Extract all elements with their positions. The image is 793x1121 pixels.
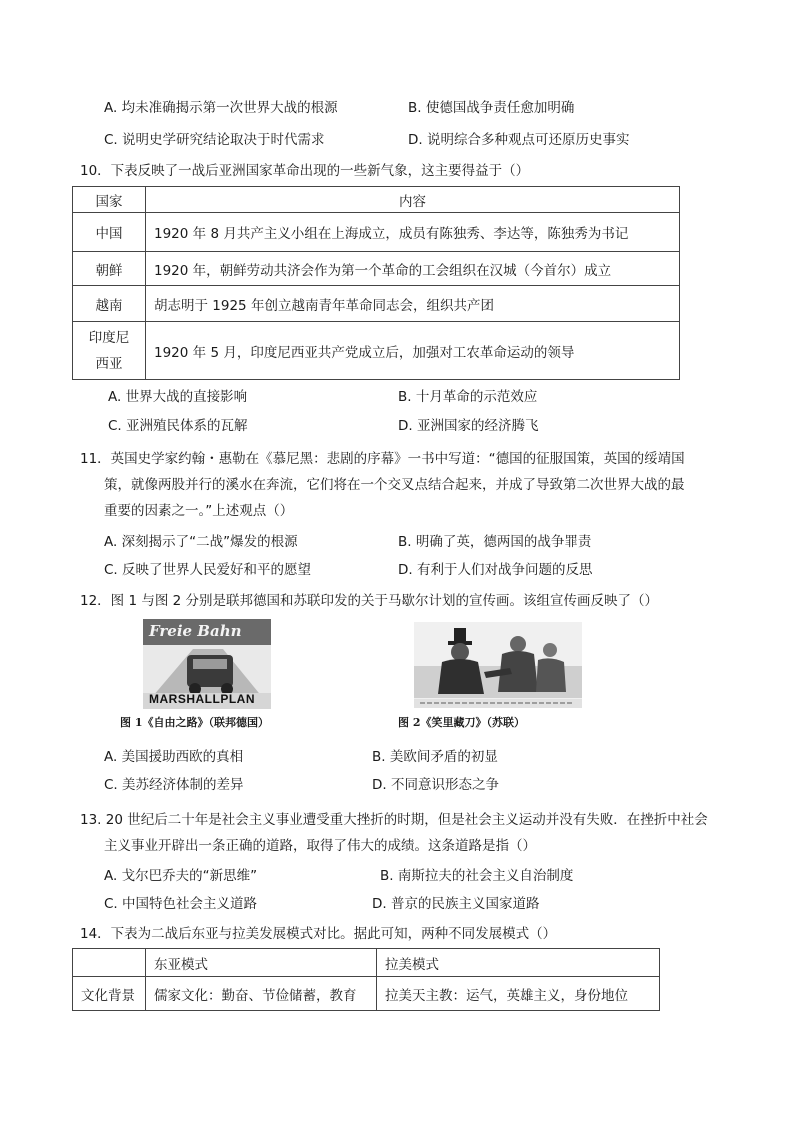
q14-row-label: 文化背景 <box>73 977 146 1011</box>
q9-option-a: A. 均未准确揭示第一次世界大战的根源 <box>104 100 338 116</box>
figure-1-caption: 图 1《自由之路》（联邦德国） <box>120 716 269 729</box>
q14-header-empty <box>73 949 146 977</box>
q14-header-latin: 拉美模式 <box>377 949 660 977</box>
q14-header-east-asia: 东亚模式 <box>146 949 377 977</box>
country-cell: 朝鲜 <box>73 252 146 286</box>
q13-option-c: C. 中国特色社会主义道路 <box>104 896 258 912</box>
q10-option-c: C. 亚洲殖民体系的瓦解 <box>108 418 248 434</box>
q10-option-a: A. 世界大战的直接影响 <box>108 389 248 405</box>
q9-option-d: D. 说明综合多种观点可还原历史事实 <box>408 132 630 148</box>
q12-stem: 12．图 1 与图 2 分别是联邦德国和苏联印发的关于马歇尔计划的宣传画。该组宣传画反映了（） <box>80 593 659 609</box>
q13-option-b: B. 南斯拉夫的社会主义自治制度 <box>380 868 574 884</box>
country-line-1: 印度尼 <box>88 329 130 346</box>
content-cell: 1920 年，朝鲜劳动共济会作为第一个革命的工会组织在汉城（今首尔）成立 <box>146 252 680 286</box>
q13-option-d: D. 普京的民族主义国家道路 <box>372 896 540 912</box>
q12-option-b: B. 美欧间矛盾的初显 <box>372 749 498 765</box>
q13-stem-line1: 13. 20 世纪后二十年是社会主义事业遭受重大挫折的时期，但是社会主义运动并没有失败．在挫折中社会 <box>80 812 708 828</box>
table-row <box>73 322 680 380</box>
content-cell: 1920 年 5 月，印度尼西亚共产党成立后，加强对工农革命运动的领导 <box>146 322 680 380</box>
q10-table <box>72 186 680 380</box>
q9-option-c: C. 说明史学研究结论取决于时代需求 <box>104 132 325 148</box>
figure-2-poster <box>414 622 582 708</box>
q14-latin-cell: 拉美天主教：运气，英雄主义，身份地位 <box>377 977 660 1011</box>
q10-header-content: 内容 <box>146 187 680 213</box>
q10-header-country: 国家 <box>73 187 146 213</box>
figure-1-poster <box>143 619 271 709</box>
q10-table-header <box>73 187 680 213</box>
q11-option-b: B. 明确了英，德两国的战争罪责 <box>398 534 592 550</box>
poster-bottom-text: MARSHALLPLAN <box>149 692 255 706</box>
country-cell <box>73 322 146 380</box>
q14-stem: 14．下表为二战后东亚与拉美发展模式对比。据此可知，两种不同发展模式（） <box>80 926 557 942</box>
content-cell: 胡志明于 1925 年创立越南青年革命同志会，组织共产团 <box>146 286 680 322</box>
content-cell: 1920 年 8 月共产主义小组在上海成立，成员有陈独秀、李达等，陈独秀为书记 <box>146 213 680 252</box>
q11-stem-line2: 策，就像两股并行的溪水在奔流，它们将在一个交叉点结合起来，并成了导致第二次世界大战的最 <box>104 477 685 493</box>
table-row <box>73 977 660 1011</box>
q10-option-b: B. 十月革命的示范效应 <box>398 389 538 405</box>
country-cell: 中国 <box>73 213 146 252</box>
country-line-2: 西亚 <box>95 355 123 372</box>
q14-table <box>72 948 660 1011</box>
q12-option-a: A. 美国援助西欧的真相 <box>104 749 244 765</box>
q12-option-c: C. 美苏经济体制的差异 <box>104 777 244 793</box>
q14-east-asia-cell: 儒家文化：勤奋、节俭储蓄，教育 <box>146 977 377 1011</box>
q13-option-a: A. 戈尔巴乔夫的“新思维” <box>104 868 258 884</box>
figure-2-caption: 图 2《笑里藏刀》（苏联） <box>398 716 525 729</box>
q14-table-header <box>73 949 660 977</box>
soviet-cartoon-image <box>414 622 582 708</box>
q11-option-a: A. 深刻揭示了“二战”爆发的根源 <box>104 534 298 550</box>
table-row <box>73 213 680 252</box>
poster-title-text: Freie Bahn <box>149 622 242 640</box>
q11-stem-line1: 11．英国史学家约翰・惠勒在《慕尼黑：悲剧的序幕》一书中写道：“德国的征服国策，英国的绥靖国 <box>80 451 685 467</box>
table-row <box>73 252 680 286</box>
q12-option-d: D. 不同意识形态之争 <box>372 777 499 793</box>
q13-stem-line2: 主义事业开辟出一条正确的道路，取得了伟大的成绩。这条道路是指（） <box>104 838 536 854</box>
q10-option-d: D. 亚洲国家的经济腾飞 <box>398 418 539 434</box>
table-row <box>73 286 680 322</box>
q11-option-d: D. 有利于人们对战争问题的反思 <box>398 562 593 578</box>
q10-stem: 10．下表反映了一战后亚洲国家革命出现的一些新气象，这主要得益于（） <box>80 163 530 179</box>
country-cell: 越南 <box>73 286 146 322</box>
q11-option-c: C. 反映了世界人民爱好和平的愿望 <box>104 562 312 578</box>
q11-stem-line3: 重要的因素之一。”上述观点（） <box>104 503 294 519</box>
q9-option-b: B. 使德国战争责任愈加明确 <box>408 100 575 116</box>
